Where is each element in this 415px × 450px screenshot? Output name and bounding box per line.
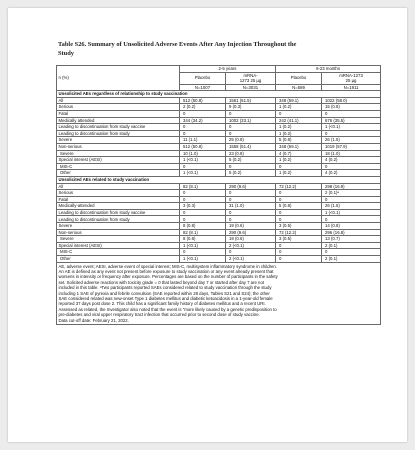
cell-col-3: 1 (0.2)	[276, 157, 322, 164]
cell-col-3: 5 (0.8)	[276, 137, 322, 144]
row-label: MIS-C	[57, 249, 180, 256]
cell-col-1: 8 (0.8)	[180, 223, 226, 230]
table-row	[57, 117, 381, 124]
table-row	[57, 104, 381, 111]
footnote-line: included in this table. ᵃTwo participants reported SAEs considered related to study vaccination through the study	[58, 285, 272, 291]
cell-col-4: 296 (16.8)	[322, 229, 381, 236]
cell-col-3: 4 (0.7)	[276, 150, 322, 157]
table-row	[57, 236, 381, 243]
table-row	[57, 256, 381, 263]
cell-col-2: 290 (9.6)	[226, 229, 276, 236]
row-label: Severe	[57, 223, 180, 230]
cell-col-1: 512 (50.8)	[180, 143, 226, 150]
cell-col-4: 0	[322, 249, 381, 256]
cell-col-2: 0	[226, 249, 276, 256]
row-label: Leading to discontinuation from study	[57, 216, 180, 223]
cell-col-2: 1002 (33.1)	[226, 117, 276, 124]
header-n-3: N=589	[276, 84, 322, 91]
cell-col-3: 242 (41.1)	[276, 117, 322, 124]
header-n-label: n (%)	[57, 66, 180, 91]
table-row	[57, 124, 381, 131]
cell-col-3: 0	[276, 163, 322, 170]
header-placebo-1: Placebo	[180, 72, 226, 84]
header-n-1: N=1007	[180, 84, 226, 91]
header-mrna-1-line-2: 1273 25 µg	[239, 78, 262, 84]
table-row	[57, 137, 381, 144]
cell-col-3: 348 (59.1)	[276, 97, 322, 104]
cell-col-4: 14 (0.8)	[322, 223, 381, 230]
footnote-line: Data cut-off date: February 21, 2022.	[58, 317, 129, 323]
table-row	[57, 223, 381, 230]
table-row	[57, 216, 381, 223]
cell-col-4: 18 (1.0)	[322, 150, 381, 157]
cell-col-4: 2 (0.1)ᵃ	[322, 190, 381, 197]
footnote-line: An AE is defined as any event not present before exposure to study vaccination or any event already present that	[58, 269, 274, 275]
cell-col-4: 4 (0.2)	[322, 170, 381, 177]
cell-col-4: 1019 (57.9)	[322, 143, 381, 150]
cell-col-4: 2 (0.1)	[322, 256, 381, 263]
cell-col-3: 0	[276, 209, 322, 216]
cell-col-4: 1 (<0.1)	[322, 124, 381, 131]
table-row	[57, 170, 381, 177]
cell-col-2: 2 (<0.1)	[226, 256, 276, 263]
header-n-2: N=3031	[226, 84, 276, 91]
table-row	[57, 183, 381, 190]
row-label: Other	[57, 170, 180, 177]
cell-col-2: 5 (0.2)	[226, 157, 276, 164]
cell-col-4: 26 (1.5)	[322, 203, 381, 210]
cell-col-3: 1 (0.2)	[276, 170, 322, 177]
table-row	[57, 249, 381, 256]
table-title	[58, 40, 378, 58]
cell-col-1: 8 (0.8)	[180, 236, 226, 243]
header-mrna-2-line-1: mRNA-1273	[339, 72, 363, 78]
cell-col-4: 676 (35.5)	[322, 117, 381, 124]
cell-col-4: 0	[322, 216, 381, 223]
footnote-line: AE, adverse event; AESI, adverse event of special interest; MIS-C, multisystem inflammatory syndrome in children.	[58, 263, 278, 269]
footnote-row	[57, 262, 381, 324]
table-row	[57, 190, 381, 197]
section-header-row	[57, 91, 381, 98]
cell-col-2: 9 (0.3)	[226, 104, 276, 111]
row-label: MIS-C	[57, 163, 180, 170]
header-mrna-1-line-1: mRNA-	[243, 72, 258, 78]
cell-col-2: 0	[226, 216, 276, 223]
row-label: Non-serious	[57, 143, 180, 150]
cell-col-1: 82 (8.1)	[180, 183, 226, 190]
table-row	[57, 157, 381, 164]
cell-col-2: 19 (0.6)	[226, 236, 276, 243]
cell-col-1: 0	[180, 216, 226, 223]
cell-col-3: 1 (0.2)	[276, 104, 322, 111]
cell-col-2: 0	[226, 110, 276, 117]
cell-col-2: 0	[226, 196, 276, 203]
table-row	[57, 97, 381, 104]
header-row-groups	[57, 66, 381, 73]
footnote-line: worsens in intensity or frequency after exposure. Percentages are based on the number of participants in the safety	[58, 274, 278, 280]
footnote-line: Assessed as related, the Investigator also noted that the event is "more likely caused by a genetic predisposition to	[58, 306, 277, 312]
cell-col-3: 3 (0.5)	[276, 236, 322, 243]
row-label: Leading to discontinuation from study	[57, 130, 180, 137]
cell-col-1: 344 (34.2)	[180, 117, 226, 124]
cell-col-3: 348 (59.1)	[276, 143, 322, 150]
cell-col-3: 72 (12.2)	[276, 229, 322, 236]
cell-col-2: 1558 (51.4)	[226, 143, 276, 150]
cell-col-1: 0	[180, 190, 226, 197]
cell-col-2: 5 (0.2)	[226, 170, 276, 177]
cell-col-1: 10 (1.0)	[180, 150, 226, 157]
cell-col-3: 72 (12.2)	[276, 183, 322, 190]
cell-col-4: 15 (0.8)	[322, 104, 381, 111]
cell-col-1: 0	[180, 130, 226, 137]
footnote-line: set. Solicited adverse reactions with toxicity grade = 0 that lasted beyond day 7 or started after day 7 are not	[58, 279, 265, 285]
cell-col-1: 82 (8.1)	[180, 229, 226, 236]
row-label: Serious	[57, 104, 180, 111]
footnote-line: reported 37 days post dose 2. This child has a significant family history of diabetes mellitus and a recent URI.	[58, 301, 266, 307]
cell-col-3: 5 (0.8)	[276, 203, 322, 210]
section-header-label: Unsolicited AEs related to study vaccination	[57, 176, 381, 183]
cell-col-4: 13 (0.7)	[322, 236, 381, 243]
cell-col-1: 0	[180, 163, 226, 170]
cell-col-3: 0	[276, 196, 322, 203]
table-row	[57, 209, 381, 216]
cell-col-1: 0	[180, 209, 226, 216]
cell-col-2: 23 (0.8)	[226, 150, 276, 157]
row-label: Non-serious	[57, 229, 180, 236]
header-group-6-23-months: 6-23 months	[276, 66, 381, 73]
cell-col-1: 1 (<0.1)	[180, 256, 226, 263]
table-row	[57, 110, 381, 117]
cell-col-2: 0	[226, 163, 276, 170]
section-header-label: Unsolicited AEs regardless of relationship to study vaccination	[57, 91, 381, 98]
table-row	[57, 150, 381, 157]
header-placebo-2: Placebo	[276, 72, 322, 84]
table-row	[57, 242, 381, 249]
header-mrna-2-line-2: 25 µg	[345, 78, 357, 84]
row-label: Severe	[57, 150, 180, 157]
cell-col-2: 0	[226, 190, 276, 197]
row-label: Severe	[57, 137, 180, 144]
cell-col-1: 0	[180, 196, 226, 203]
cell-col-1: 0	[180, 249, 226, 256]
cell-col-4: 1 (<0.1)	[322, 209, 381, 216]
row-label: Fatal	[57, 110, 180, 117]
cell-col-1: 11 (1.1)	[180, 137, 226, 144]
row-label: All	[57, 183, 180, 190]
cell-col-1: 0	[180, 110, 226, 117]
row-label: Special interest (AESI)	[57, 242, 180, 249]
cell-col-1: 3 (0.3)	[180, 203, 226, 210]
row-label: Medically-attended	[57, 203, 180, 210]
cell-col-1: 1 (<0.1)	[180, 170, 226, 177]
table-row	[57, 130, 381, 137]
cell-col-1: 2 (0.2)	[180, 104, 226, 111]
title-line-1: Table S26. Summary of Unsolicited Adverse Events After Any Injection Throughout the	[58, 41, 297, 48]
cell-col-2: 25 (0.8)	[226, 137, 276, 144]
header-mrna-2	[322, 72, 381, 84]
cell-col-1: 1 (<0.1)	[180, 242, 226, 249]
cell-col-3: 0	[276, 256, 322, 263]
row-label: Leading to discontinuation from study vaccine	[57, 124, 180, 131]
cell-col-1: 0	[180, 124, 226, 131]
header-mrna-1	[226, 72, 276, 84]
footnote-line: SAE considered related was new-onset Type 1 diabetes mellitus and diabetic ketoacidosis in a 1-year-old female	[58, 296, 273, 302]
cell-col-3: 0	[276, 110, 322, 117]
header-group-2-5-years: 2-5 years	[180, 66, 276, 73]
row-label: Leading to discontinuation from study vaccine	[57, 209, 180, 216]
table-row	[57, 196, 381, 203]
cell-col-3: 0	[276, 242, 322, 249]
cell-col-2: 0	[226, 130, 276, 137]
document-page	[8, 8, 407, 442]
cell-col-4: 0	[322, 196, 381, 203]
cell-col-3: 0	[276, 190, 322, 197]
cell-col-2: 1561 (51.5)	[226, 97, 276, 104]
header-n-4: N=1911	[322, 84, 381, 91]
cell-col-4: 26 (1.5)	[322, 137, 381, 144]
row-label: Other	[57, 256, 180, 263]
adverse-events-table	[56, 65, 381, 325]
cell-col-1: 1 (<0.1)	[180, 157, 226, 164]
section-header-row	[57, 176, 381, 183]
cell-col-4: 4 (0.2)	[322, 157, 381, 164]
cell-col-2: 0	[226, 209, 276, 216]
cell-col-3: 0	[276, 216, 322, 223]
cell-col-4: 2 (0.1)	[322, 242, 381, 249]
table-footnote	[57, 262, 381, 324]
cell-col-3: 1 (0.2)	[276, 130, 322, 137]
footnote-line: including 1 SAE of pyrexia and febrile convulsion (SAE reported within 28 days, Tables S21 and S24); the other	[58, 290, 270, 296]
footnote-line: pre-diabetes and viral upper respiratory tract infection that occurred prior to second dose of study vaccine.	[58, 312, 260, 318]
cell-col-4: 1022 (58.0)	[322, 97, 381, 104]
cell-col-3: 3 (0.5)	[276, 223, 322, 230]
row-label: Serious	[57, 190, 180, 197]
row-label: Severe	[57, 236, 180, 243]
row-label: Fatal	[57, 196, 180, 203]
row-label: Medically attended	[57, 117, 180, 124]
title-line-2: Study	[58, 50, 74, 57]
cell-col-4: 0	[322, 110, 381, 117]
cell-col-2: 19 (0.6)	[226, 223, 276, 230]
cell-col-4: 0	[322, 163, 381, 170]
row-label: Special interest (AESI)	[57, 157, 180, 164]
cell-col-3: 0	[276, 249, 322, 256]
cell-col-2: 2 (<0.1)	[226, 242, 276, 249]
cell-col-1: 512 (50.8)	[180, 97, 226, 104]
row-label: All	[57, 97, 180, 104]
table-row	[57, 203, 381, 210]
cell-col-4: 298 (16.9)	[322, 183, 381, 190]
cell-col-3: 1 (0.2)	[276, 124, 322, 131]
cell-col-2: 31 (1.0)	[226, 203, 276, 210]
table-row	[57, 229, 381, 236]
cell-col-2: 0	[226, 124, 276, 131]
cell-col-4: 0	[322, 130, 381, 137]
table-row	[57, 143, 381, 150]
cell-col-2: 290 (9.6)	[226, 183, 276, 190]
table-row	[57, 163, 381, 170]
